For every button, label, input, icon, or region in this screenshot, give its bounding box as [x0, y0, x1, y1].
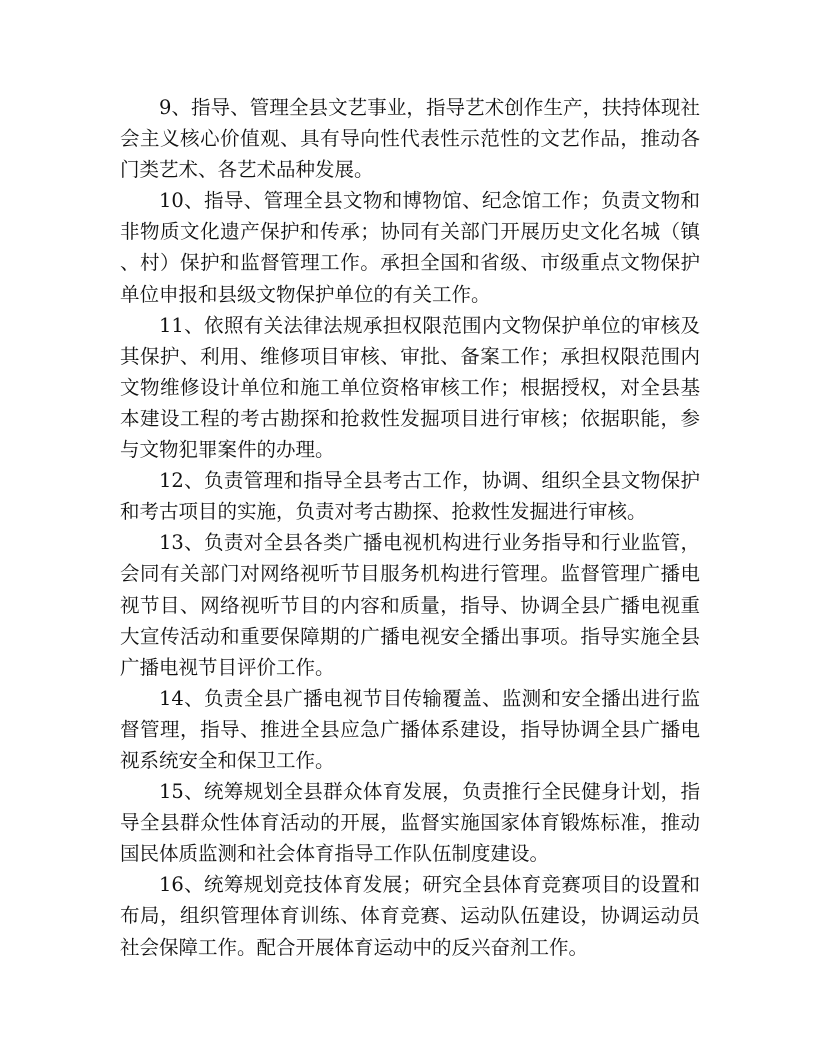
paragraph-item-13: 13、负责对全县各类广播电视机构进行业务指导和行业监管，会同有关部门对网络视听节目服务机构进行管理。监督管理广播电视节目、网络视听节目的内容和质量，指导、协调全县广播电视重大宣传活动和重要保障期的广播电视安全播出事项。指导实施全县广播电视节目评价工作。 [120, 531, 700, 679]
paragraph-item-14: 14、负责全县广播电视节目传输覆盖、监测和安全播出进行监督管理，指导、推进全县应急广播体系建设，指导协调全县广播电视系统安全和保卫工作。 [120, 686, 700, 772]
paragraph-item-10: 10、指导、管理全县文物和博物馆、纪念馆工作；负责文物和非物质文化遗产保护和传承；协同有关部门开展历史文化名城（镇、村）保护和监督管理工作。承担全国和省级、市级重点文物保护单位申报和县级文物保护单位的有关工作。 [120, 189, 700, 306]
paragraph-item-9: 9、指导、管理全县文艺事业，指导艺术创作生产，扶持体现社会主义核心价值观、具有导向性代表性示范性的文艺作品，推动各门类艺术、各艺术品种发展。 [120, 96, 700, 182]
paragraph-item-15: 15、统筹规划全县群众体育发展，负责推行全民健身计划，指导全县群众性体育活动的开展，监督实施国家体育锻炼标准，推动国民体质监测和社会体育指导工作队伍制度建设。 [120, 780, 700, 866]
paragraph-item-16: 16、统筹规划竞技体育发展；研究全县体育竞赛项目的设置和布局，组织管理体育训练、体育竞赛、运动队伍建设，协调运动员社会保障工作。配合开展体育运动中的反兴奋剂工作。 [120, 873, 700, 959]
paragraph-item-11: 11、依照有关法律法规承担权限范围内文物保护单位的审核及其保护、利用、维修项目审核、审批、备案工作；承担权限范围内文物维修设计单位和施工单位资格审核工作；根据授权，对全县基本建设工程的考古勘探和抢救性发掘项目进行审核；依据职能，参与文物犯罪案件的办理。 [120, 313, 700, 462]
document-body [120, 92, 700, 963]
paragraph-item-12: 12、负责管理和指导全县考古工作，协调、组织全县文物保护和考古项目的实施，负责对考古勘探、抢救性发掘进行审核。 [120, 469, 700, 524]
